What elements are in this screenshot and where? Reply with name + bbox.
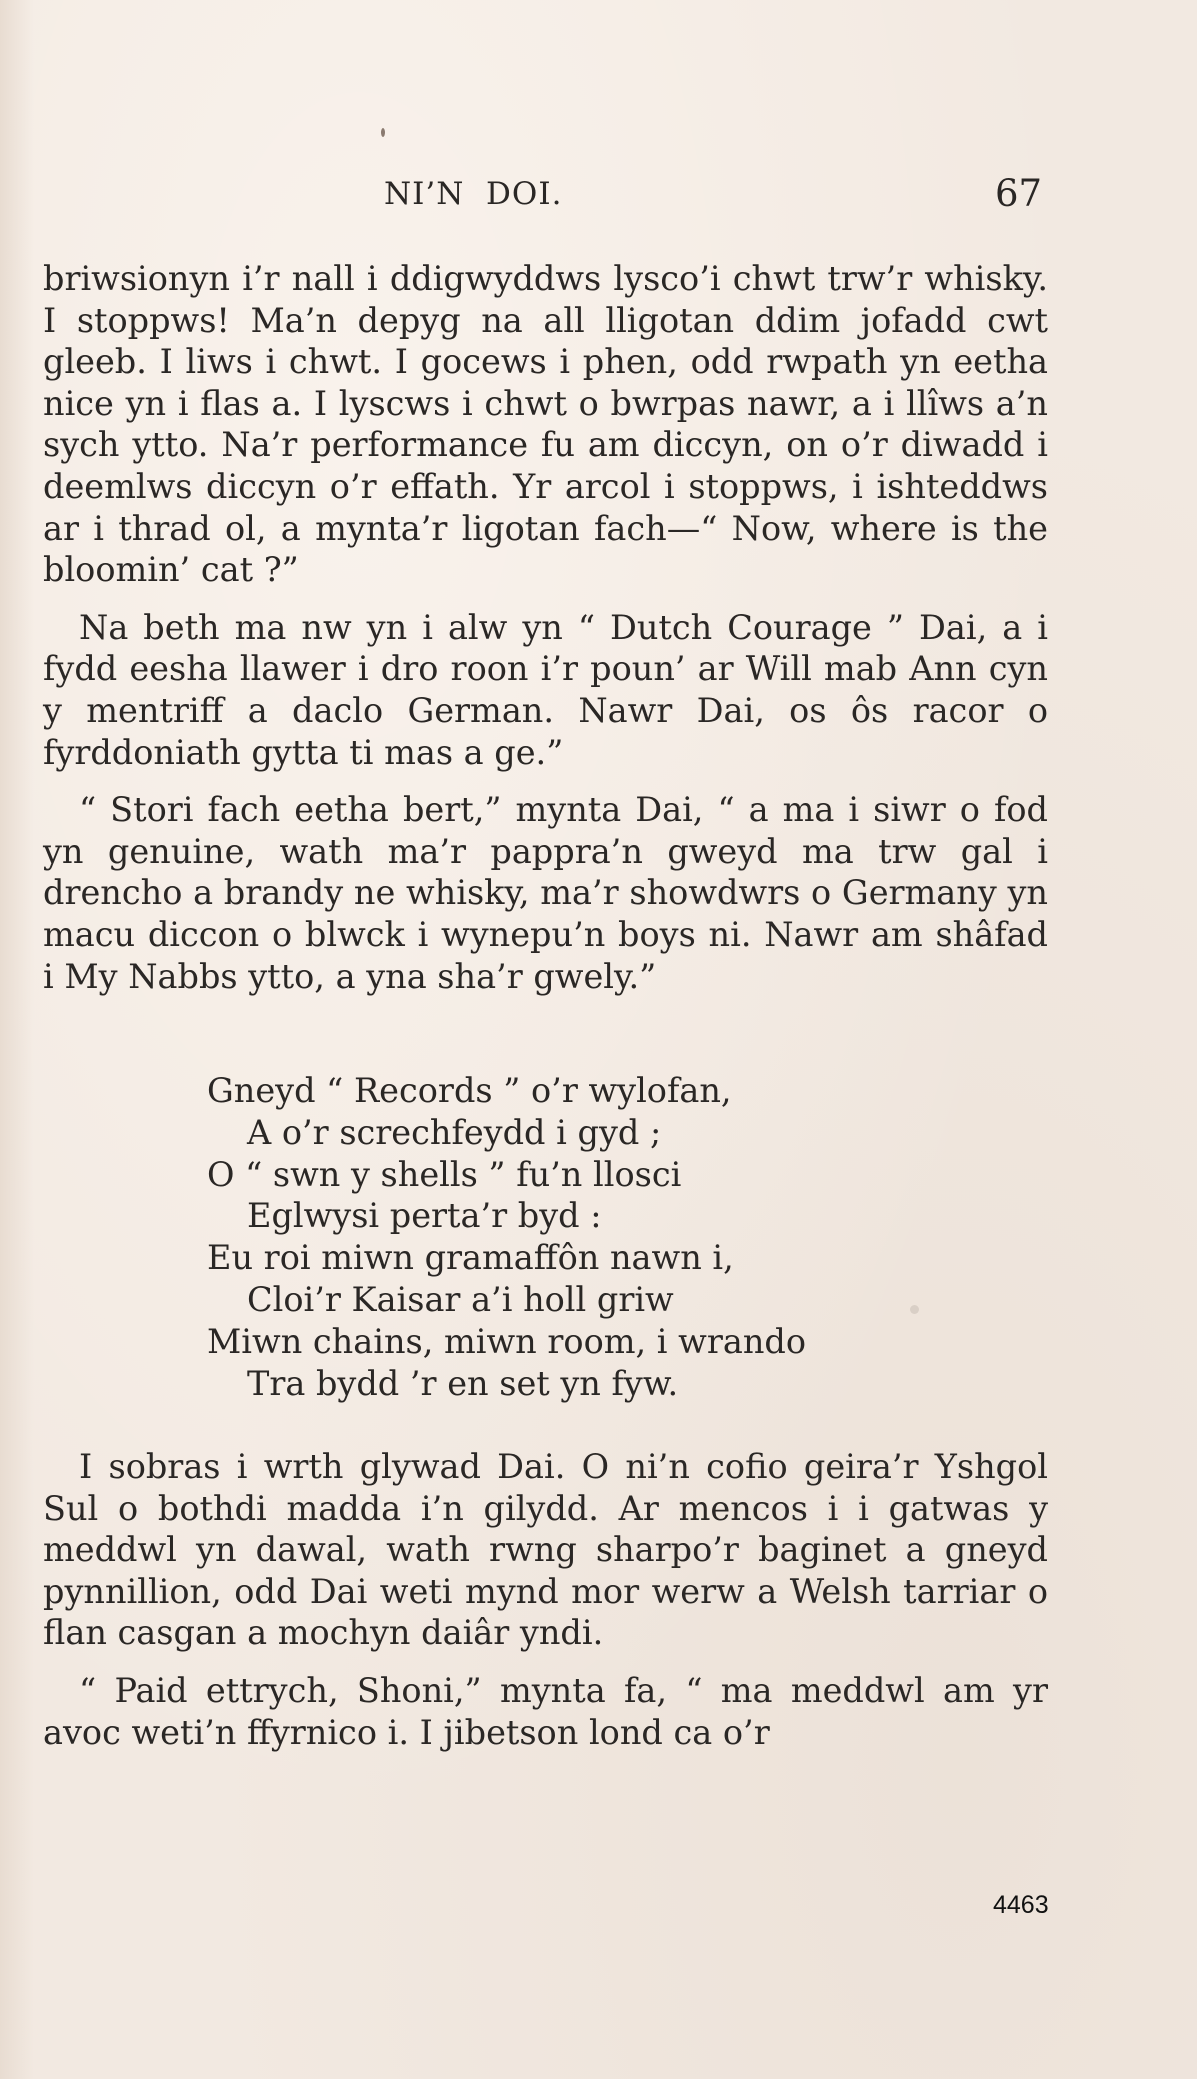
- verse-line: A o’r screchfeydd i gyd ;: [247, 1112, 662, 1152]
- page-binding-shadow: [0, 0, 34, 2079]
- verse-line: Eu roi miwn gramaffôn nawn i,: [207, 1238, 734, 1278]
- catalog-number: 4463: [993, 1891, 1049, 1919]
- verse-line: Tra bydd ’r en set yn fyw.: [247, 1363, 679, 1403]
- body-text-top: [43, 258, 1048, 997]
- page-header: [0, 172, 1197, 222]
- paragraph: I sobras i wrth glywad Dai. O ni’n cofio geira’r Yshgol Sul o bothdi madda i’n gilydd. Ar mencos i i gatwas y meddwl yn dawal, wath rwng sharpo’r baginet a gneyd pynnillion, odd Dai weti mynd mor werw a Welsh tarriar o flan casgan a mochyn daiâr yndi.: [43, 1447, 1048, 1653]
- paragraph: “ Paid ettrych, Shoni,” mynta fa, “ ma meddwl am yr avoc weti’n ffyrnico i. I jibetson lond ca o’r: [43, 1670, 1048, 1752]
- paragraph: Na beth ma nw yn i alw yn “ Dutch Courage ” Dai, a i fydd eesha llawer i dro roon i’r poun’ ar Will mab Ann cyn y mentriff a daclo German. Nawr Dai, os ôs racor o fyrddoniath gytta ti mas a ge.”: [43, 607, 1048, 772]
- paragraph: “ Stori fach eetha bert,” mynta Dai, “ a ma i siwr o fod yn genuine, wath ma’r pappra’n gweyd ma trw gal i drencho a brandy ne whisky, ma’r showdwrs o Germany yn macu diccon o blwck i wynepu’n boys ni. Nawr am shâfad i My Nabbs ytto, a yna sha’r gwely.”: [43, 790, 1048, 996]
- verse-line: O “ swn y shells ” fu’n llosci: [207, 1154, 682, 1194]
- page-number: 67: [995, 172, 1043, 215]
- running-title: NI’N DOI.: [384, 176, 563, 212]
- verse-line: Eglwysi perta’r byd :: [247, 1196, 602, 1236]
- verse-line: Cloi’r Kaisar a’i holl griw: [247, 1279, 674, 1319]
- ink-speck: [381, 128, 385, 137]
- body-text-bottom: [43, 1446, 1048, 1753]
- verse-line: Gneyd “ Records ” o’r wylofan,: [207, 1071, 732, 1110]
- verse-stanza: [207, 1070, 967, 1404]
- paragraph: briwsionyn i’r nall i ddigwyddws lysco’i chwt trw’r whisky. I stoppws! Ma’n depyg na all lligotan ddim jofadd cwt gleeb. I liws i chwt. I gocews i phen, odd rwpath yn eetha nice yn i flas a. I lyscws i chwt o bwrpas nawr, a i llîws a’n sych ytto. Na’r performance fu am diccyn, on o’r diwadd i deemlws diccyn o’r effath. Yr arcol i stoppws, i ishteddws ar i thrad ol, a mynta’r ligotan fach—“ Now, where is the bloomin’ cat ?”: [43, 259, 1048, 590]
- verse-line: Miwn chains, miwn room, i wrando: [207, 1321, 807, 1361]
